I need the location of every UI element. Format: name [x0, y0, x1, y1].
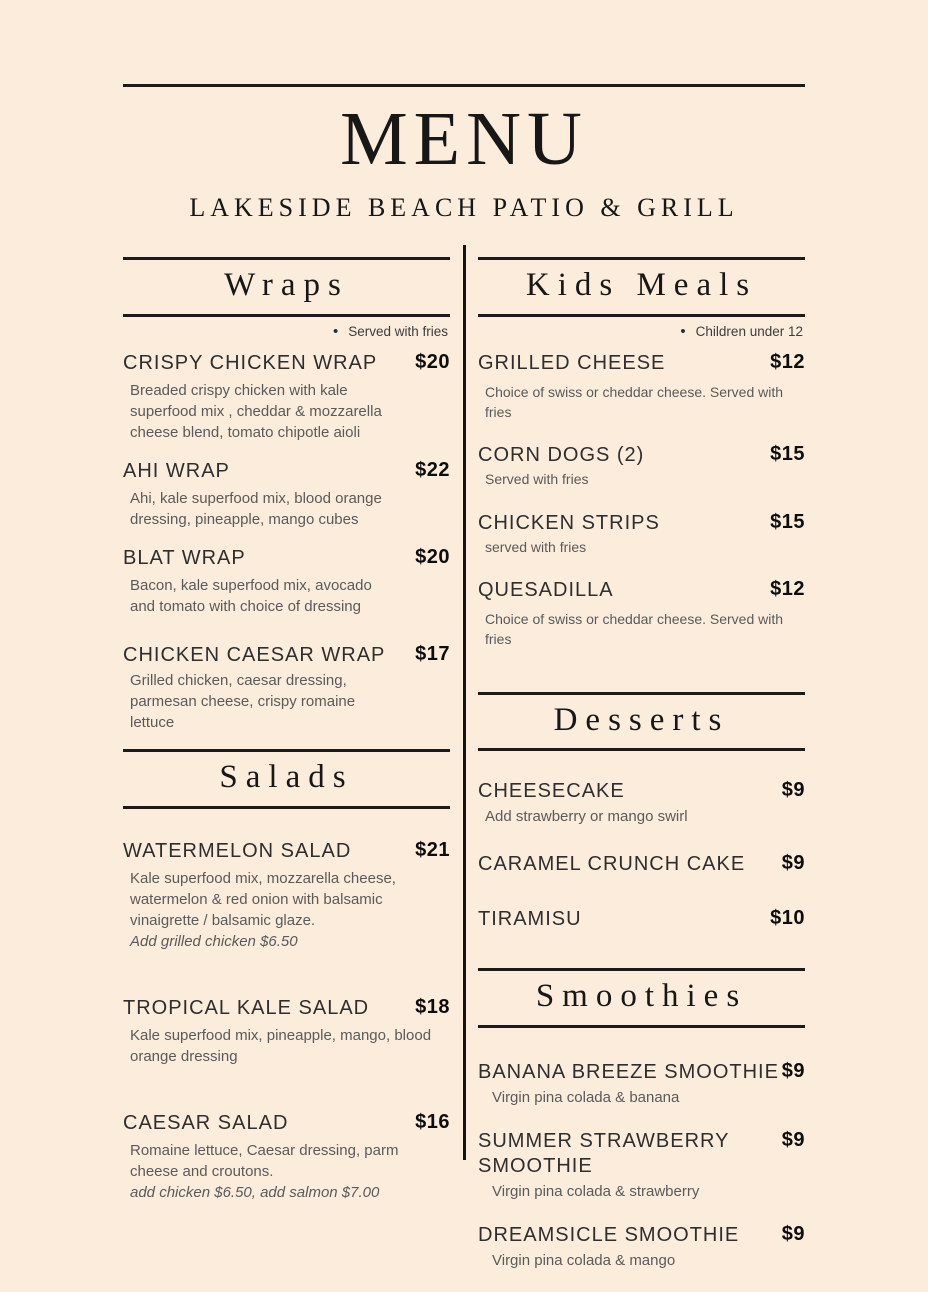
restaurant-name: LAKESIDE BEACH PATIO & GRILL: [189, 193, 739, 222]
item-description: Bacon, kale superfood mix, avocado and tomato with choice of dressing: [130, 576, 372, 615]
item-description: Virgin pina colada & strawberry: [492, 1183, 700, 1201]
item-price: $17: [415, 642, 450, 665]
item-description: Virgin pina colada & mango: [492, 1252, 676, 1270]
right-column: [478, 257, 805, 1292]
menu-item-ahi-wrap: [123, 459, 450, 530]
item-name: GRILLED CHEESE: [478, 351, 666, 374]
item-name: BLAT WRAP: [123, 546, 246, 569]
item-name: CRISPY CHICKEN WRAP: [123, 351, 378, 374]
menu-item-corn-dogs: [478, 443, 805, 490]
kids-meals-heading-block: [478, 257, 805, 317]
item-addon-note: add chicken $6.50, add salmon $7.00: [130, 1183, 380, 1201]
bullet-icon: •: [680, 322, 686, 340]
item-price: $9: [781, 779, 805, 802]
section-salads: [123, 749, 450, 1203]
menu-item-quesadilla: [478, 578, 805, 649]
item-name: WATERMELON SALAD: [123, 839, 352, 862]
menu-header: [0, 0, 928, 223]
item-price: $12: [770, 350, 805, 373]
section-wraps: [123, 257, 450, 733]
item-description: served with fries: [485, 538, 587, 555]
item-description: Served with fries: [485, 471, 589, 488]
item-price: $12: [770, 578, 805, 601]
item-name: DREAMSICLE SMOOTHIE: [478, 1224, 740, 1247]
column-divider-rule: [463, 245, 466, 1160]
item-name: CHICKEN CAESAR WRAP: [123, 643, 386, 666]
item-price: $9: [781, 1223, 805, 1246]
item-price: $9: [781, 1129, 805, 1152]
left-column: [123, 257, 450, 1292]
item-price: $16: [415, 1110, 450, 1133]
item-name: CORN DOGS (2): [478, 444, 645, 467]
item-price: $22: [415, 458, 450, 481]
wraps-note: [123, 324, 448, 339]
item-name: QUESADILLA: [478, 579, 614, 602]
item-addon-note: Add grilled chicken $6.50: [130, 932, 298, 950]
menu-item-tiramisu: [478, 907, 805, 932]
item-description: Choice of swiss or cheddar cheese. Served with fries: [485, 383, 784, 420]
desserts-heading: Desserts: [553, 701, 730, 738]
item-price: $18: [415, 995, 450, 1018]
salads-heading-block: [123, 749, 450, 809]
item-price: $10: [770, 907, 805, 930]
item-name: BANANA BREEZE SMOOTHIE: [478, 1061, 779, 1084]
item-description: Virgin pina colada & banana: [492, 1089, 680, 1107]
menu-item-grilled-cheese: [478, 351, 805, 422]
wraps-note-text: Served with fries: [348, 323, 448, 339]
menu-item-banana-breeze-smoothie: [478, 1060, 805, 1108]
item-name: CARAMEL CRUNCH CAKE: [478, 853, 746, 876]
item-price: $15: [770, 443, 805, 466]
menu-item-watermelon-salad: [123, 839, 450, 952]
menu-item-tropical-kale-salad: [123, 996, 450, 1067]
item-price: $9: [781, 1060, 805, 1083]
kids-meals-note-text: Children under 12: [695, 323, 803, 339]
wraps-heading: Wraps: [224, 267, 349, 303]
item-price: $15: [770, 510, 805, 533]
smoothies-heading-block: [478, 968, 805, 1028]
item-name: CHICKEN STRIPS: [478, 511, 660, 534]
kids-meals-note: [478, 324, 803, 339]
item-price: $20: [415, 545, 450, 568]
menu-item-dreamsicle-smoothie: [478, 1223, 805, 1271]
menu-item-summer-strawberry-smoothie: [478, 1129, 805, 1202]
item-description: Add strawberry or mango swirl: [485, 808, 688, 826]
menu-item-cheesecake: [478, 779, 805, 827]
kids-meals-heading: Kids Meals: [525, 267, 758, 303]
salads-heading: Salads: [219, 758, 354, 795]
item-name: CHEESECAKE: [478, 780, 625, 803]
wraps-heading-block: [123, 257, 450, 317]
section-smoothies: [478, 968, 805, 1271]
item-description: Breaded crispy chicken with kale superfood mix , cheddar & mozzarella cheese blend, tomato chipotle aioli: [130, 381, 382, 441]
bullet-icon: •: [332, 322, 339, 340]
item-name: CAESAR SALAD: [123, 1111, 289, 1134]
section-desserts: [478, 692, 805, 933]
menu-item-caesar-salad: [123, 1111, 450, 1203]
item-name: TIRAMISU: [478, 908, 582, 931]
page-title: MENU: [340, 97, 588, 181]
item-description: Grilled chicken, caesar dressing, parmesan cheese, crispy romaine lettuce: [130, 671, 356, 731]
item-description: Choice of swiss or cheddar cheese. Served with fries: [485, 611, 784, 647]
item-price: $21: [415, 838, 450, 861]
smoothies-heading: Smoothies: [535, 978, 748, 1015]
menu-item-blat-wrap: [123, 546, 450, 617]
item-name: AHI WRAP: [123, 459, 230, 482]
menu-item-chicken-caesar-wrap: [123, 643, 450, 733]
item-price: $9: [781, 852, 805, 875]
item-description: Ahi, kale superfood mix, blood orange dressing, pineapple, mango cubes: [130, 489, 382, 528]
header-rule: [123, 84, 805, 87]
item-price: $20: [415, 350, 450, 373]
menu-item-caramel-crunch-cake: [478, 852, 805, 877]
item-description: Kale superfood mix, pineapple, mango, blood orange dressing: [130, 1026, 432, 1065]
item-name: TROPICAL KALE SALAD: [123, 996, 370, 1019]
item-description: Romaine lettuce, Caesar dressing, parm cheese and croutons.: [130, 1141, 399, 1180]
section-kids-meals: [478, 257, 805, 650]
item-name: SUMMER STRAWBERRY SMOOTHIE: [478, 1130, 730, 1178]
menu-item-chicken-strips: [478, 511, 805, 558]
desserts-heading-block: [478, 692, 805, 752]
item-description: Kale superfood mix, mozzarella cheese, watermelon & red onion with balsamic vinaigrette / balsamic glaze.: [130, 869, 396, 929]
menu-item-crispy-chicken-wrap: [123, 351, 450, 443]
